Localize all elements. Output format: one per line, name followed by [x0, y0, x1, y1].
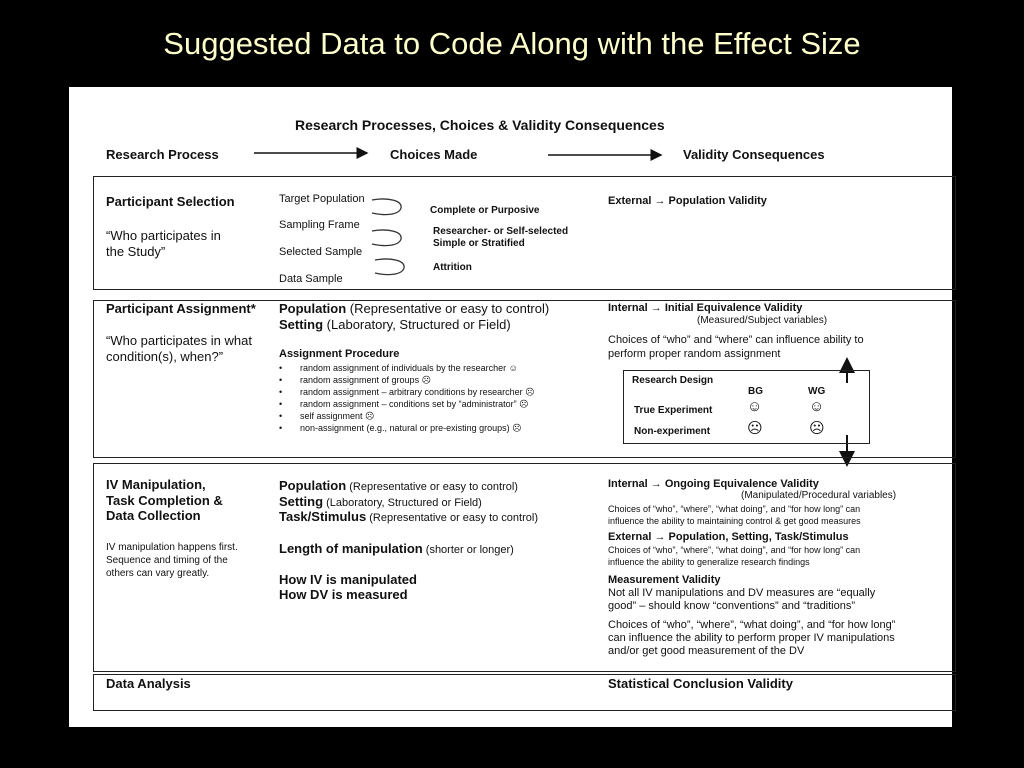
manipulation-title-3: Data Collection	[106, 508, 201, 523]
length-label: Length of manipulation	[279, 541, 423, 556]
v1-text-2: influence the ability to maintaining control & get good measures	[608, 516, 861, 526]
step-selected-sample: Selected Sample	[279, 246, 363, 258]
list-item: • self assignment ☹	[279, 410, 535, 422]
setting-detail: (Laboratory, Structured or Field)	[323, 497, 482, 509]
document-title: Research Processes, Choices & Validity Consequences	[295, 117, 665, 133]
v4-text-1: Choices of “who”, “where”, “what doing”, and “for how long”	[608, 619, 896, 631]
assignment-population	[279, 301, 549, 316]
choice-attrition: Attrition	[433, 262, 472, 273]
choice-simple-stratified: Simple or Stratified	[433, 238, 525, 249]
smiley-icon: ☺	[809, 398, 825, 415]
v2-text-1: Choices of “who”, “where”, “what doing”, and “for how long” can	[608, 545, 861, 555]
list-item: • random assignment of groups ☹	[279, 374, 535, 386]
v4-text-2: can influence the ability to perform proper IV manipulations	[608, 632, 895, 644]
setting-label: Setting	[279, 494, 324, 509]
frown-icon: ☹	[747, 420, 763, 437]
design-row-true-experiment: True Experiment	[634, 405, 713, 416]
assignment-validity-text-1: Choices of “who” and “where” can influence ability to	[608, 334, 864, 346]
assignment-setting	[279, 317, 511, 332]
list-item: • random assignment – conditions set by “administrator” ☹	[279, 398, 535, 410]
design-col-wg: WG	[808, 386, 826, 397]
population-detail: (Representative or easy to control)	[346, 481, 518, 493]
assignment-question-2: condition(s), when?”	[106, 349, 224, 364]
manipulation-title-1: IV Manipulation,	[106, 477, 206, 492]
manipulation-note-1: IV manipulation happens first.	[106, 542, 238, 553]
manipulation-length	[279, 540, 514, 558]
assignment-validity-sub: (Measured/Subject variables)	[697, 315, 828, 326]
choice-complete-purposive: Complete or Purposive	[430, 205, 540, 216]
smiley-icon: ☺	[747, 398, 763, 415]
population-label: Population	[279, 301, 347, 316]
step-data-sample: Data Sample	[279, 273, 343, 285]
selection-question-1: “Who participates in	[106, 228, 221, 243]
design-col-bg: BG	[748, 386, 763, 397]
header-research-process: Research Process	[106, 147, 219, 162]
setting-label: Setting	[279, 317, 324, 332]
assignment-validity-title: Internal → Initial Equivalence Validity	[608, 302, 803, 314]
manipulation-title-2: Task Completion &	[106, 493, 223, 508]
manipulation-task	[279, 508, 538, 526]
step-sampling-frame: Sampling Frame	[279, 219, 360, 231]
v1-sub: (Manipulated/Procedural variables)	[741, 490, 897, 501]
task-label: Task/Stimulus	[279, 509, 367, 524]
how-iv-manipulated: How IV is manipulated	[279, 572, 417, 587]
selection-validity: External → Population Validity	[608, 195, 767, 207]
design-row-non-experiment: Non-experiment	[634, 426, 711, 437]
header-validity-consequences: Validity Consequences	[683, 147, 825, 162]
population-label: Population	[279, 478, 347, 493]
v3-text-1: Not all IV manipulations and DV measures are “equally	[608, 587, 876, 599]
v2-text-2: influence the ability to generalize research findings	[608, 557, 810, 567]
v3-title: Measurement Validity	[608, 574, 721, 586]
population-detail: (Representative or easy to control)	[346, 301, 550, 316]
v2-title: External → Population, Setting, Task/Stimulus	[608, 531, 849, 543]
analysis-validity: Statistical Conclusion Validity	[608, 676, 793, 691]
analysis-title: Data Analysis	[106, 676, 191, 691]
slide-title: Suggested Data to Code Along with the Effect Size	[163, 26, 861, 61]
v1-title: Internal → Ongoing Equivalence Validity	[608, 478, 819, 490]
manipulation-note-2: Sequence and timing of the	[106, 555, 228, 566]
choice-researcher-self: Researcher- or Self-selected	[433, 226, 569, 237]
assignment-procedure-list	[279, 362, 535, 434]
step-target-population: Target Population	[279, 193, 365, 205]
assignment-procedure-title: Assignment Procedure	[279, 348, 400, 360]
length-detail: (shorter or longer)	[422, 544, 514, 556]
list-item: • non-assignment (e.g., natural or pre-existing groups) ☹	[279, 422, 535, 434]
selection-title: Participant Selection	[106, 194, 235, 209]
task-detail: (Representative or easy to control)	[366, 512, 538, 524]
header-choices-made: Choices Made	[390, 147, 478, 162]
manipulation-note-3: others can vary greatly.	[106, 568, 210, 579]
v3-text-2: good” – should know “conventions” and “traditions”	[608, 600, 856, 612]
assignment-question-1: “Who participates in what	[106, 333, 252, 348]
research-design-title: Research Design	[632, 375, 714, 386]
assignment-validity-text-2: perform proper random assignment	[608, 348, 781, 360]
list-item: • random assignment of individuals by the researcher ☺	[279, 362, 535, 374]
list-item: • random assignment – arbitrary conditions by researcher ☹	[279, 386, 535, 398]
document-page	[69, 87, 952, 727]
selection-question-2: the Study”	[106, 244, 166, 259]
v1-text-1: Choices of “who”, “where”, “what doing”, and “for how long” can	[608, 504, 861, 514]
how-dv-measured: How DV is measured	[279, 587, 408, 602]
frown-icon: ☹	[809, 420, 825, 437]
setting-detail: (Laboratory, Structured or Field)	[323, 317, 511, 332]
section-data-analysis	[93, 674, 956, 711]
v4-text-3: and/or get good measurement of the DV	[608, 645, 805, 657]
assignment-title: Participant Assignment*	[106, 301, 256, 316]
